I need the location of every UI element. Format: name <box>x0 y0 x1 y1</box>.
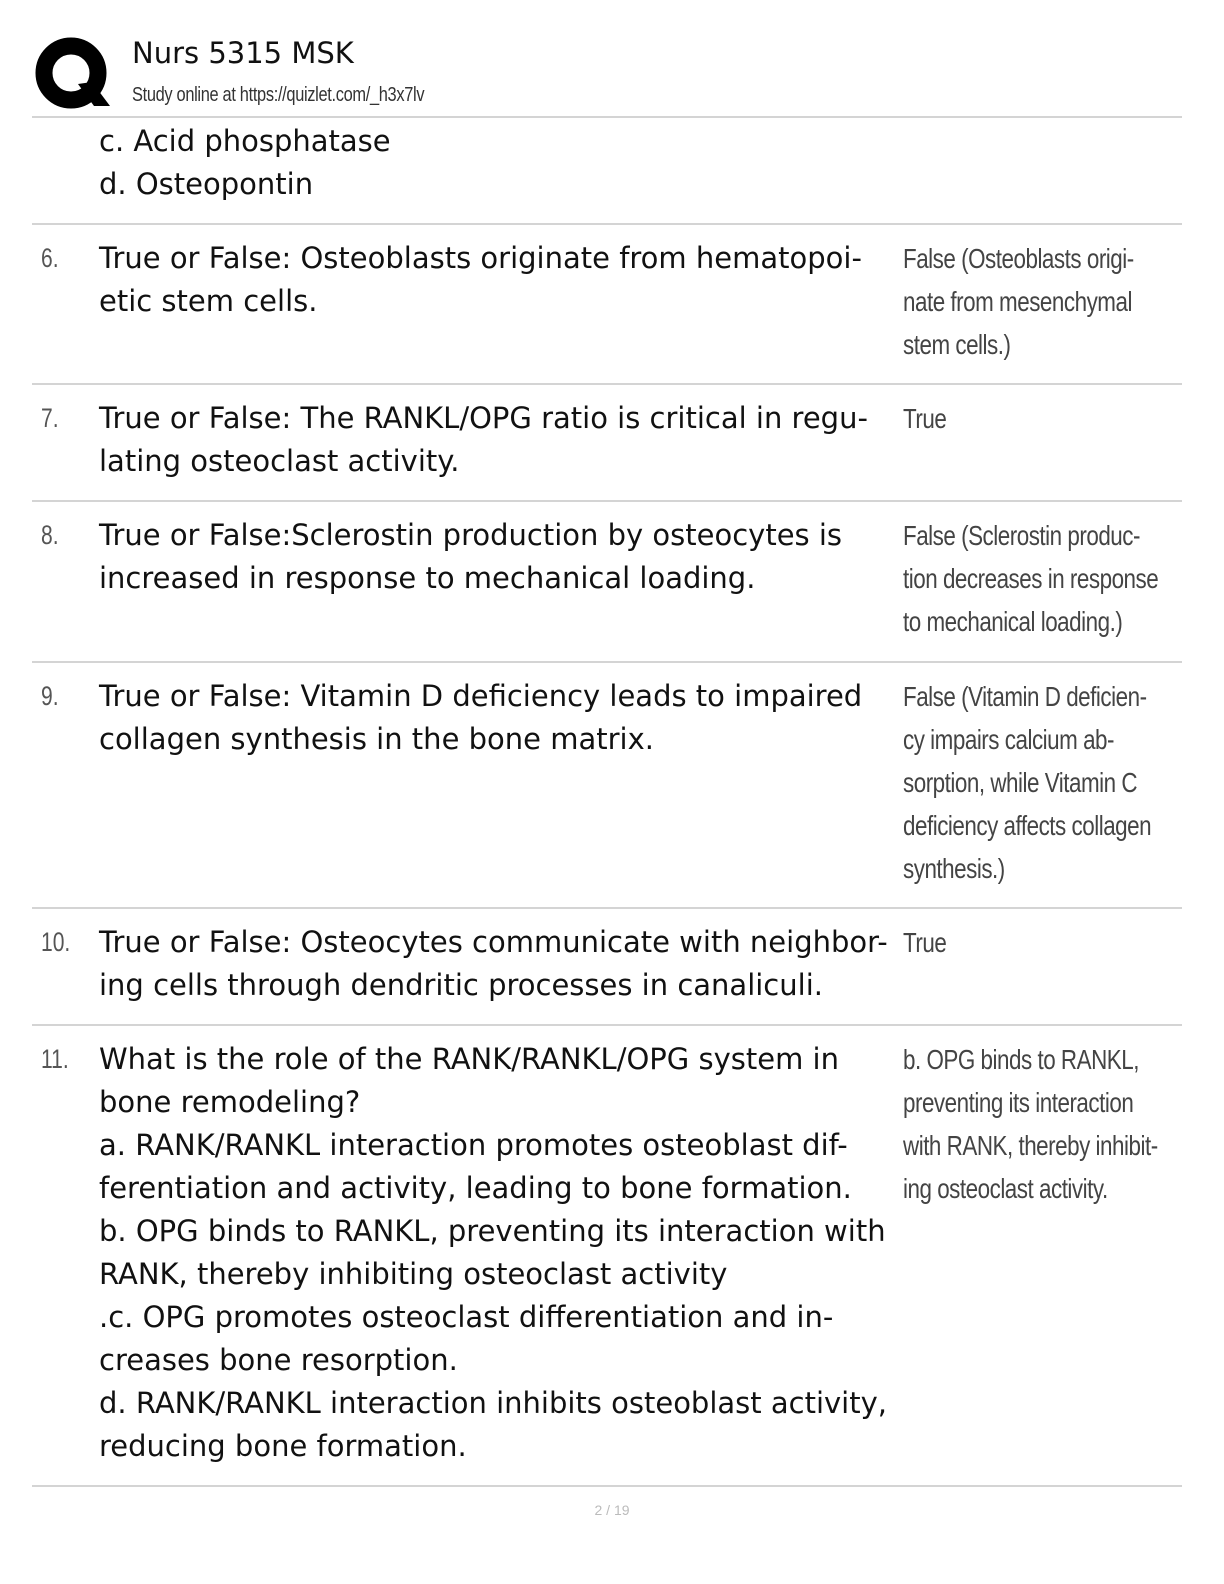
card-term: What is the role of the RANK/RANKL/OPG system in bone remodeling? a. RANK/RANKL interaction promotes osteoblast dif- ferentiation and activity, leading to bone formation. b. OPG binds to RANKL, preventing its interaction with RANK, thereby inhibiting osteoclast activity .c. OPG promotes osteoclast differentiation and in- creases bone resorption. d. RANK/RANKL interaction inhibits osteoblast activity, reducing bone formation. <box>99 1042 887 1463</box>
card-number: 9. <box>41 681 59 711</box>
card-term: True or False: Vitamin D deficiency leads to impaired collagen synthesis in the bone matrix. <box>99 679 863 756</box>
previous-card-continuation <box>99 120 899 206</box>
card-term: True or False: Osteoblasts originate from hematopoi- etic stem cells. <box>99 241 862 318</box>
page-header <box>32 32 1182 118</box>
card-number: 10. <box>41 927 71 957</box>
card-number: 11. <box>41 1044 69 1074</box>
divider <box>32 907 1182 909</box>
divider <box>32 1024 1182 1026</box>
card-definition: False (Sclerostin produc- tion decreases in response to mechanical loading.) <box>903 520 1159 637</box>
card-definition: b. OPG binds to RANKL, preventing its interaction with RANK, thereby inhibit- ing osteoclast activity. <box>903 1044 1158 1204</box>
option-line: d. Osteopontin <box>99 167 314 201</box>
option-line: c. Acid phosphatase <box>99 124 391 158</box>
divider <box>32 116 1182 118</box>
study-online-link[interactable]: Study online at https://quizlet.com/_h3x7lv <box>132 84 425 106</box>
deck-title: Nurs 5315 MSK <box>132 36 354 70</box>
card-term: True or False: The RANKL/OPG ratio is critical in regu- lating osteoclast activity. <box>99 401 868 478</box>
divider <box>32 661 1182 663</box>
card-definition: True <box>903 403 947 434</box>
quizlet-logo-icon <box>34 36 110 112</box>
divider <box>32 223 1182 225</box>
card-term: True or False:Sclerostin production by osteocytes is increased in response to mechanical loading. <box>99 518 843 595</box>
card-term: True or False: Osteocytes communicate with neighbor- ing cells through dendritic processes in canaliculi. <box>99 925 888 1002</box>
card-number: 6. <box>41 243 59 273</box>
divider <box>32 500 1182 502</box>
card-definition: True <box>903 927 947 958</box>
card-number: 7. <box>41 403 59 433</box>
card-definition: False (Vitamin D deficien- cy impairs calcium ab- sorption, while Vitamin C deficiency affects collagen synthesis.) <box>903 681 1152 884</box>
divider <box>32 1485 1182 1487</box>
page-number: 2 / 19 <box>594 1502 630 1518</box>
divider <box>32 383 1182 385</box>
card-number: 8. <box>41 520 59 550</box>
card-definition: False (Osteoblasts origi- nate from mesenchymal stem cells.) <box>903 243 1134 360</box>
